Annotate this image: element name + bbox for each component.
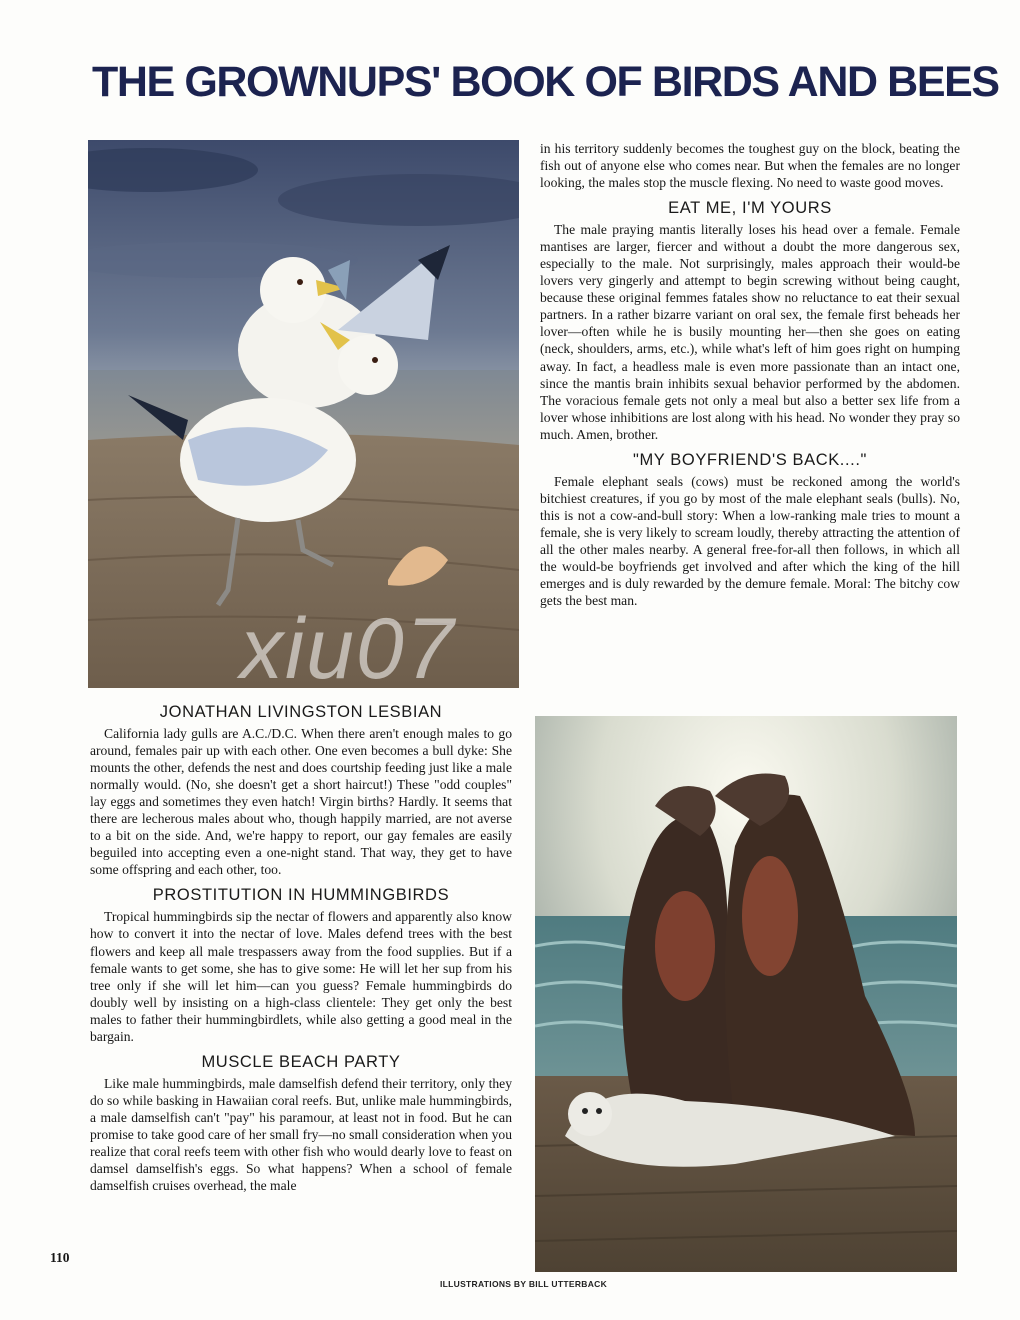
elephant-seals-illustration: [535, 716, 957, 1272]
section-heading-hummingbirds: PROSTITUTION IN HUMMINGBIRDS: [152, 886, 450, 905]
section-heading-damselfish: MUSCLE BEACH PARTY: [201, 1052, 401, 1071]
section-heading-mantis: EAT ME, I'M YOURS: [668, 199, 832, 218]
section-body-hummingbirds: Tropical hummingbirds sip the nectar of flowers and apparently also know how to convert it into the nectar of love. Males defend trees with the best flowers and keep all male trespassers away from the food supplies. But if a female wants to get some, she has to give some: He will let her sup from his tree only if she will let him—can you guess? Female hummingbirds do doubly well by insisting on a high-class clientele: They get only the best males to father their hummingbirdlets, while also getting a good meal in the bargain.: [90, 909, 512, 1044]
illustration-credit: ILLUSTRATIONS BY BILL UTTERBACK: [440, 1279, 608, 1289]
section-body-gulls: California lady gulls are A.C./D.C. When there aren't enough males to go around, females pair up with each other. One even becomes a bull dyke: She mounts the other, defends the nest and does courtship feeding just like a male normally would. (No, she doesn't get a short haircut!) These "odd couples" lay eggs and sometimes they even hatch! Virgin births? Hardly. It seems that there are lecherous males about who, though happily married, are not averse to a bit on the side. And, we're happy to report, our gay females are easily beguiled into accepting even a one-night stand. That way, they get to have some offspring and each other, too.: [90, 726, 512, 878]
section-body-damselfish-continued: in his territory suddenly becomes the toughest guy on the block, beating the fish out of anyone else who comes near. But when the females are no longer looking, the males stop the muscle flexing. No need to waste good moves.: [540, 141, 960, 191]
section-body-damselfish: Like male hummingbirds, male damselfish defend their territory, only they do so while basking in Hawaiian coral reefs. But, unlike male hummingbirds, a male damselfish can't "pay" his paramour, at least not in food. But he can promise to take good care of her small fry—no small consideration when you realize that coral reefs teem with other fish who would dearly love to feast on damsel damselfish's eggs. So what happens? When a school of female damselfish cruises overhead, the male: [90, 1075, 512, 1194]
page-number: 110: [50, 1250, 70, 1265]
watermark: xiu07: [240, 601, 456, 697]
page-title: THE GROWNUPS' BOOK OF BIRDS AND BEES: [92, 58, 999, 106]
section-heading-gulls: JONATHAN LIVINGSTON LESBIAN: [159, 703, 443, 721]
right-text-column: [540, 140, 960, 609]
section-body-seals: Female elephant seals (cows) must be reckoned among the world's bitchiest creatures, if you go by most of the male elephant seals (bulls). No, this is not a cow-and-bull story: When a low-ranking male tries to mount a female, she is very likely to scream loudly, thereby attracting the attention of all the other males nearby. A general free-for-all then follows, in which all the would-be boyfriends get involved and after which the king of the hill emerges and is duly rewarded by the demure female. Moral: The bitchy cow gets the best man.: [540, 473, 960, 609]
left-text-column: [90, 703, 512, 1194]
section-body-mantis: The male praying mantis literally loses his head over a female. Female mantises are larger, fiercer and without a doubt the more dangerous sex, especially to the male. Not surprisingly, males approach their would-be lovers very gingerly and attempt to begin screwing without being caught, because these original femmes fatales show no reluctance to eat their sexual partners. In a rather bizarre variant on oral sex, the female first beheads her lover—often while he is busily mounting her—then she goes on eating (neck, shoulders, arms, etc.), while what's left of him goes right on humping away. In fact, a headless male is even more passionate than an intact one, since the mantis brain inhibits sexual behavior performed by the abdomen. The voracious female gets not only a meal but also a better sex life from a lover whose inhibitions are lost along with his head. No wonder they pray so much. Amen, brother.: [540, 222, 960, 442]
gulls-illustration: [88, 140, 519, 688]
section-heading-seals: "MY BOYFRIEND'S BACK....": [632, 450, 868, 469]
